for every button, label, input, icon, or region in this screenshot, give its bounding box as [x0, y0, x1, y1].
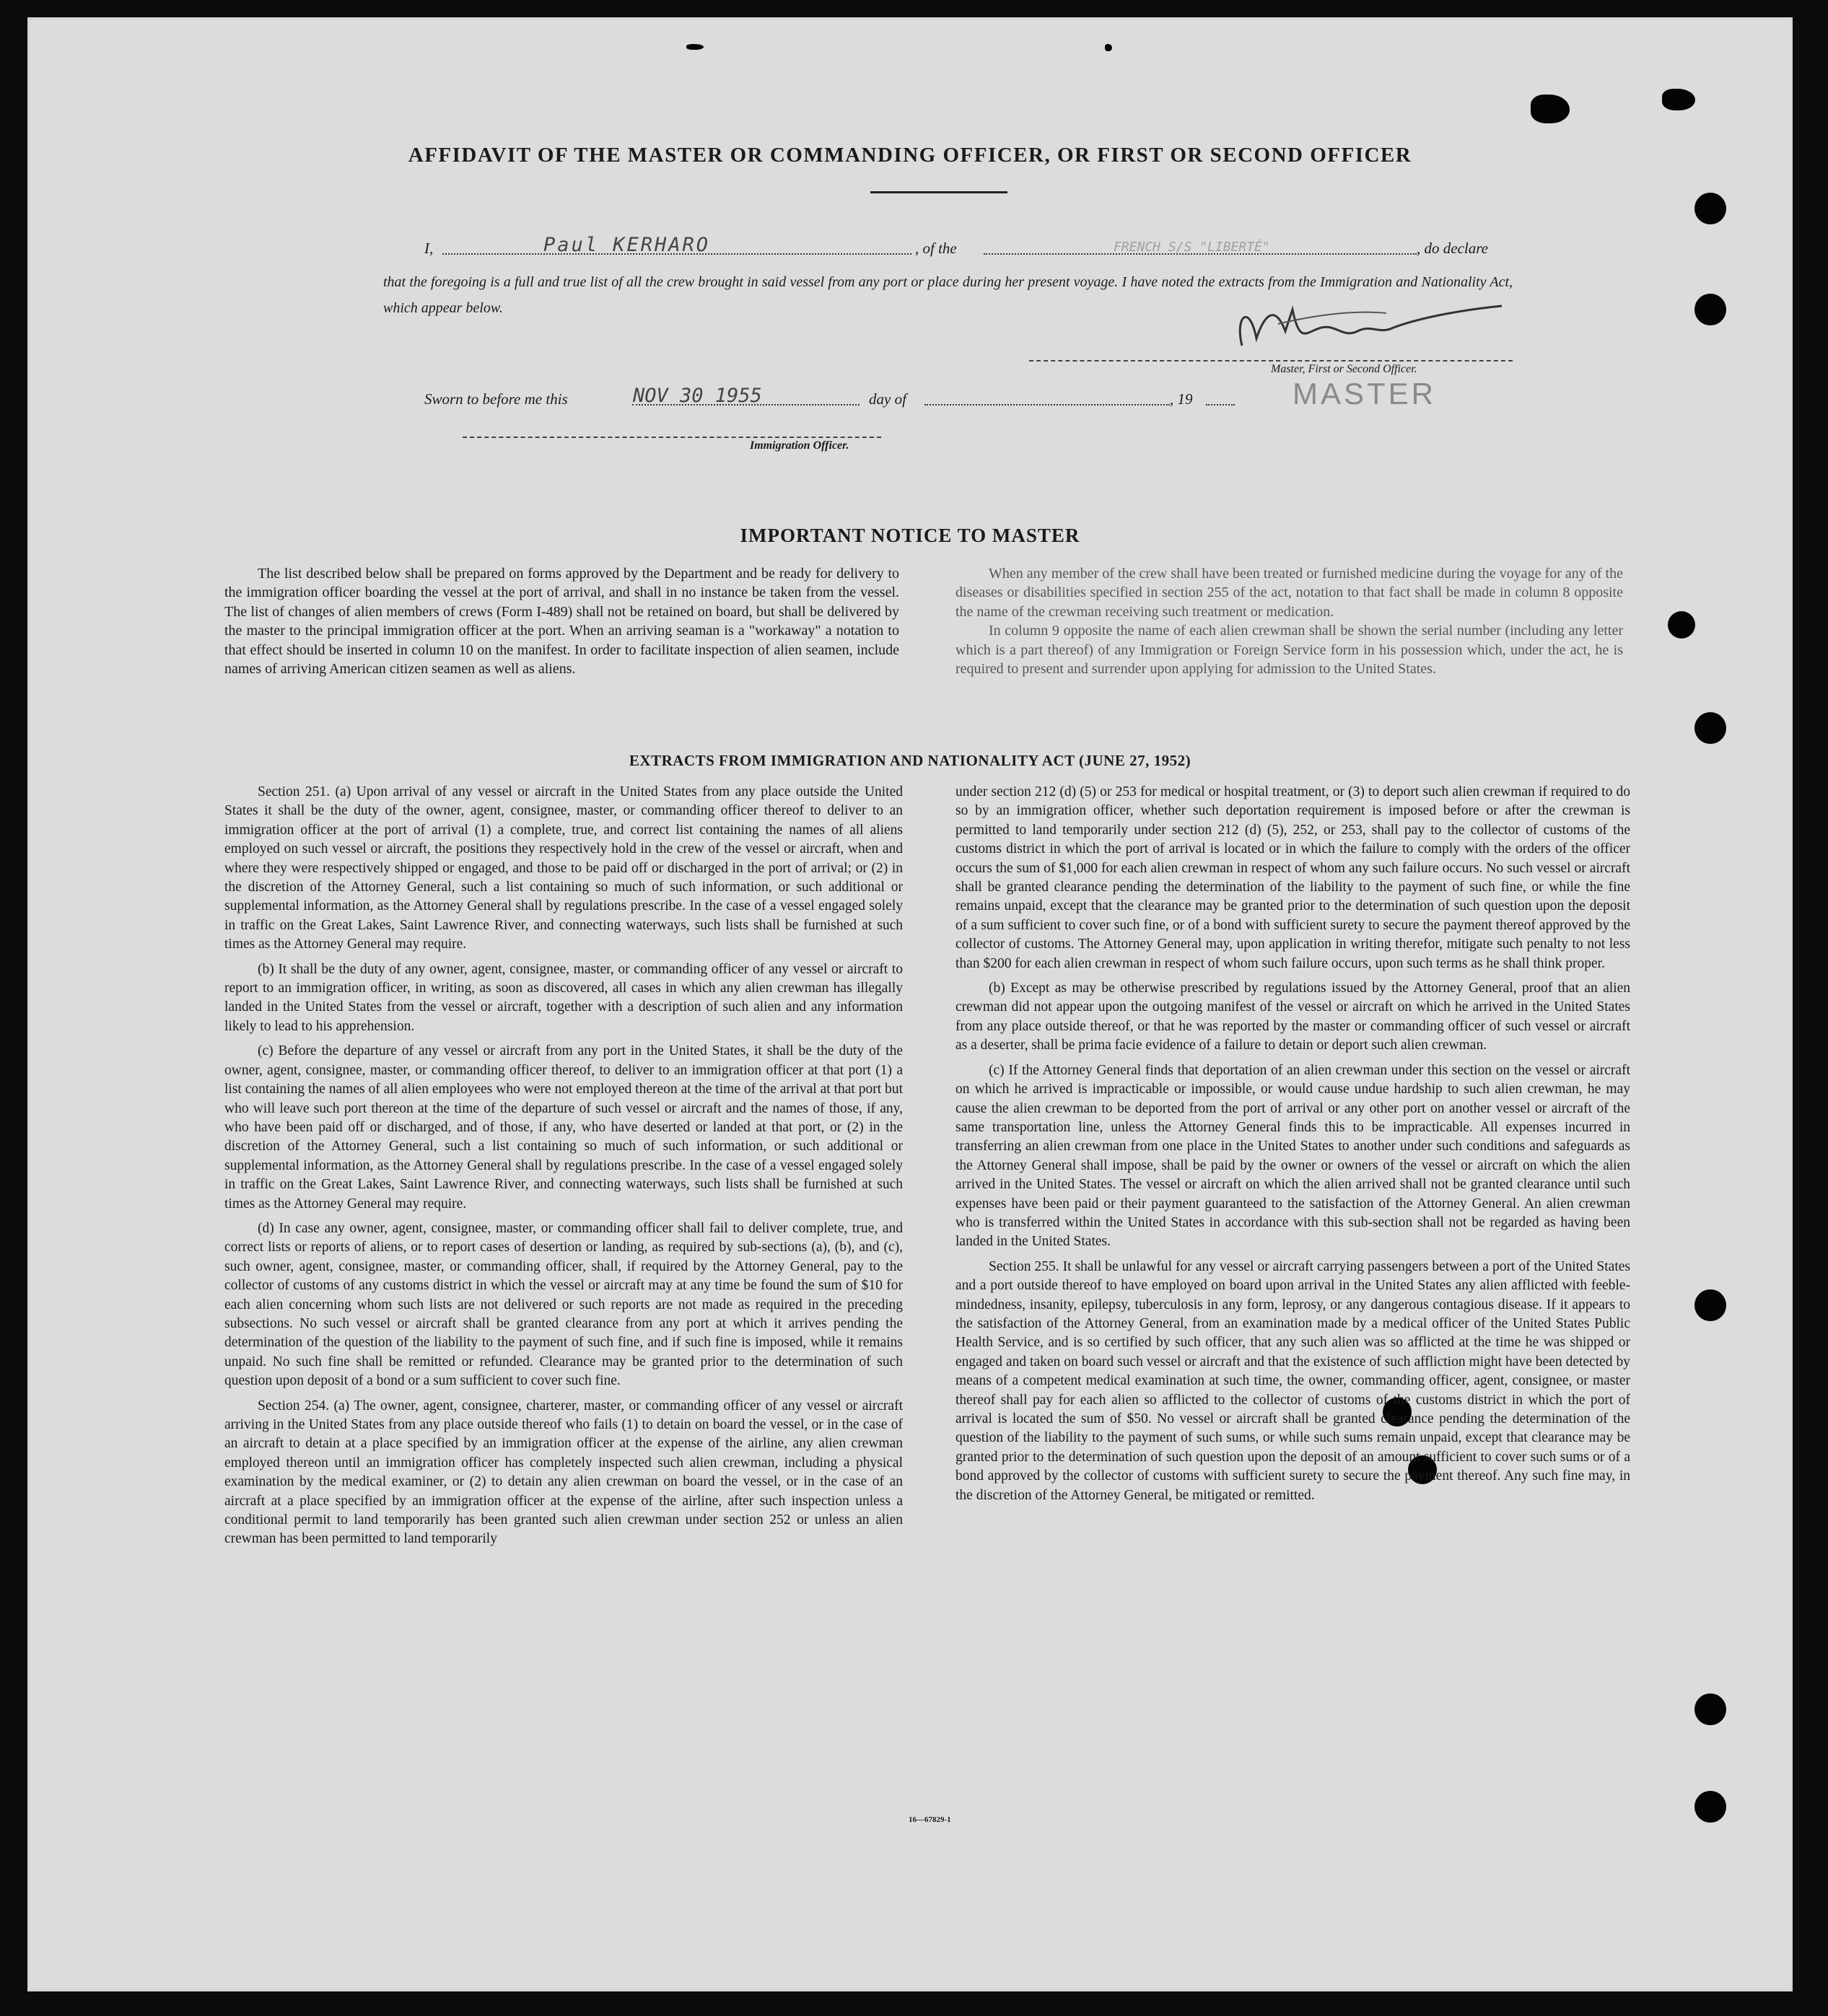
notice-paragraph: In column 9 opposite the name of each alien crewman shall be shown the serial number (including any letter which is a part thereof) of any Immigration or Foreign Service form in his possession which, under the act, he is required to present and surrender upon applying for admission to the United States.	[955, 623, 1623, 678]
extracts-left-column	[224, 783, 903, 1555]
signature-caption: Master, First or Second Officer.	[1271, 363, 1417, 375]
notice-right-column	[955, 564, 1623, 678]
extracts-right-column	[955, 783, 1630, 1511]
title-divider	[870, 191, 1007, 193]
punch-hole	[1694, 1791, 1726, 1823]
form-number: 16—67829-1	[909, 1815, 951, 1824]
month-field-line	[924, 404, 1170, 406]
sworn-prefix: Sworn to before me this	[424, 390, 568, 408]
ink-blot	[1531, 95, 1570, 123]
vessel-name-value: FRENCH S/S "LIBERTÉ"	[1114, 240, 1270, 255]
statute-paragraph: Section 251. (a) Upon arrival of any vessel or aircraft in the United States from any place outside the United States it shall be the duty of the owner, agent, consignee, master, or commanding officer thereof to deliver to an immigration officer at the port of arrival (1) a complete, true, and correct list containing the names of all aliens employed on such vessel or aircraft, the positions they respectively hold in the crew of the vessel or aircraft, when and where they were respectively shipped or engaged, and those to be paid off or discharged in the port of arrival; or (2) in the discretion of the Attorney General, such a list containing so much of such information, or such additional or supplemental information, as the Attorney General shall by regulations prescribe. In the case of a vessel engaged solely in traffic on the Great Lakes, Saint Lawrence River, and connecting waterways, such lists shall be furnished at such times as the Attorney General may require.	[224, 784, 903, 952]
signature-line	[1029, 360, 1513, 361]
master-signature	[1206, 288, 1509, 367]
punch-hole	[1694, 1289, 1726, 1321]
of-the-label: , of the	[915, 240, 957, 257]
statute-paragraph: Section 255. It shall be unlawful for any vessel or aircraft carrying passengers between a port of the United States and a port outside thereof to have employed on board upon arrival in the United States any alien afflicted with feeble-mindedness, insanity, epilepsy, tuberculosis in any form, leprosy, or any dangerous contagious disease. If it appears to the satisfaction of the Attorney General, from an examination made by a medical officer of the United States Public Health Service, and is so certified by such officer, that any such alien was so afflicted at the time he was shipped or engaged and taken on board such vessel or aircraft and that the existence of such affliction might have been detected by means of a competent medical examination at such time, the owner, commanding officer, agent, consignee, or master thereof shall pay for each alien so afflicted to the collector of customs of the customs district in which the port of arrival is located the sum of $50. No vessel or aircraft shall be granted clearance pending the determination of the question of the liability to the payment of such sums, or while such sums remain unpaid, except that clearance may be granted prior to the determination of such question upon the deposit of an amount sufficient to cover such sums or of a bond approved by the collector of customs with sufficient surety to secure the payment thereof. Any such fine may, in the discretion of the Attorney General, be mitigated or remitted.	[955, 1258, 1630, 1503]
declaration-i: I,	[424, 240, 434, 257]
notice-paragraph: The list described below shall be prepared on forms approved by the Department and be ready for delivery to the immigration officer boarding the vessel at the port of arrival, and shall in no instance be taken from the vessel. The list of changes of alien members of crews (Form I-489) shall not be retained on board, but shall be delivered by the master to the principal immigration officer at the port. When an arriving seaman is a "workaway" a notation to that effect should be inserted in column 10 on the manifest. In order to facilitate inspection of alien seamen, include names of arriving American citizen seamen as well as aliens.	[224, 566, 899, 678]
punch-hole	[1694, 1693, 1726, 1725]
notice-title: IMPORTANT NOTICE TO MASTER	[740, 525, 1080, 546]
master-stamp: MASTER	[1293, 377, 1437, 411]
sworn-date-value: NOV 30 1955	[633, 385, 762, 407]
statute-paragraph: under section 212 (d) (5) or 253 for medical or hospital treatment, or (3) to deport such alien crewman if required to do so by an immigration officer, whether such deportation requirement is imposed before or after the crewman is permitted to land temporarily under section 212 (d) (5), 252, or 253, shall pay to the collector of customs of the customs district in which the port of arrival is located or in which the failure to comply with the orders of the officer occurs the sum of $1,000 for each alien crewman in respect of whom any such failure occurs. No such vessel or aircraft shall be granted clearance pending the determination of the liability to the payment of such fine, or while the fine remains unpaid, except that the clearance may be granted prior to the determination of such question upon the deposit of a sum sufficient to cover such fine, or of a bond with sufficient surety to secure the payment thereof approved by the collector of customs. The Attorney General may, upon application in writing therefor, mitigate such penalty to not less than $200 for each alien crewman in respect of whom such failure occurs, upon such terms as he shall think proper.	[955, 784, 1630, 971]
immigration-officer-caption: Immigration Officer.	[750, 439, 849, 452]
statute-paragraph: Section 254. (a) The owner, agent, consignee, charterer, master, or commanding officer of any vessel or aircraft arriving in the United States from any place outside thereof who fails (1) to detain on board the vessel, or in the case of an aircraft to detain at a place specified by an immigration officer at the expense of the airline, any alien crewman employed thereon until an immigration officer has completely inspected such alien crewman, including a physical examination by the medical examiner, or (2) to detain any alien crewman on board the vessel, or in the case of an aircraft at a place specified by an immigration officer at the expense of the airline, after such inspection unless a conditional permit to land temporarily has been granted such alien crewman under section 252 or unless an alien crewman has been permitted to land temporarily	[224, 1398, 903, 1547]
officer-name-value: Paul KERHARO	[543, 234, 711, 256]
ink-blot	[1662, 89, 1695, 110]
document-page	[27, 17, 1793, 1991]
do-declare-label: , do declare	[1417, 240, 1488, 257]
ink-blot	[1105, 44, 1112, 51]
declaration-line	[399, 229, 1510, 258]
day-of-label: day of	[869, 390, 906, 408]
ink-blot	[686, 44, 704, 50]
punch-hole	[1694, 712, 1726, 744]
statute-paragraph: (c) Before the departure of any vessel or aircraft from any port in the United States, it shall be the duty of the owner, agent, consignee, master, or commanding officer thereof, to deliver to an immigration officer at that port (1) a list containing the names of all alien employees who were not employed thereon at the time of the arrival at that port but who will leave such port thereon at the time of the departure of such vessel or aircraft and the names of those, if any, who have been paid off or discharged, and of those, if any, who have deserted or landed at that port, or (2) in the discretion of the Attorney General, such a list containing so much of such information, or such additional or supplemental information, as the Attorney General shall by regulations prescribe. In the case of a vessel engaged solely in traffic on the Great Lakes, Saint Lawrence River, and connecting waterways, such lists shall be furnished at such times as the Attorney General may require.	[224, 1043, 903, 1211]
punch-hole	[1694, 294, 1726, 325]
year-field-line	[1206, 404, 1235, 406]
statute-paragraph: (c) If the Attorney General finds that deportation of an alien crewman under this section on the vessel or aircraft on which he arrived is impracticable or impossible, or would cause undue hardship to such alien crewman, he may cause the alien crewman to be deported from the port of arrival or any other port on another vessel or aircraft of the same transportation line, unless the Attorney General finds this to be impracticable. All expenses incurred in transferring an alien crewman from one place in the United States to another under such conditions and safeguards as the Attorney General shall impose, shall be paid by the owner or owners of the vessel or aircraft on which the alien arrived in the United States. The vessel or aircraft on which the alien arrived shall not be granted clearance until such expenses have been paid or their payment guaranteed to the satisfaction of the Attorney General. An alien crewman who is transferred within the United States in accordance with this sub-section shall not be regarded as having been landed in the United States.	[955, 1062, 1630, 1250]
declaration-text: that the foregoing is a full and true list of all the crew brought in said vessel from any port or place during her present voyage. I have noted the extracts from the Immigration and Nationality Act, which appear below.	[383, 274, 1513, 316]
affidavit-title: AFFIDAVIT OF THE MASTER OR COMMANDING OFFICER, OR FIRST OR SECOND OFFICER	[408, 144, 1412, 167]
statute-paragraph: (b) Except as may be otherwise prescribed by regulations issued by the Attorney General, proof that an alien crewman did not appear upon the outgoing manifest of the vessel or aircraft on which he arrived in the United States from any place outside thereof, or that he was reported by the master or commanding officer of such vessel or aircraft as a deserter, shall be prima facie evidence of a failure to detain or deport such alien crewman.	[955, 981, 1630, 1053]
notice-paragraph: When any member of the crew shall have been treated or furnished medicine during the voyage for any of the diseases or disabilities specified in section 255 of the act, notation to that fact shall be made in column 8 opposite the name of the crewman receiving such treatment or medication.	[955, 566, 1623, 620]
extracts-title: EXTRACTS FROM IMMIGRATION AND NATIONALITY ACT (JUNE 27, 1952)	[629, 752, 1191, 769]
statute-paragraph: (d) In case any owner, agent, consignee, master, or commanding officer shall fail to deliver complete, true, and correct lists or reports of aliens, or to report cases of desertion or landing, as required by sub-sections (a), (b), and (c), such owner, agent, consignee, master, or commanding officer, shall, if required by the Attorney General, pay to the collector of customs of any customs district in which the vessel or aircraft may at any time be found the sum of $10 for each alien concerning whom such lists are not delivered or such reports are not made as required in the preceding subsections. No such vessel or aircraft shall be granted clearance from any port at which it arrives pending the determination of the question of the liability to the payment of such fine, and if such fine is imposed, while it remains unpaid. No such fine shall be remitted or refunded. Clearance may be granted prior to the determination of such question upon deposit of a bond or a sum sufficient to cover such fine.	[224, 1220, 903, 1389]
immigration-officer-line	[463, 437, 881, 438]
notice-left-column	[224, 564, 899, 678]
punch-hole	[1668, 611, 1695, 639]
sworn-line	[398, 377, 1264, 408]
statute-paragraph: (b) It shall be the duty of any owner, agent, consignee, master, or commanding officer of any vessel or aircraft to report to an immigration officer, in writing, as soon as discovered, all cases in which any alien crewman has illegally landed in the United States from the vessel or aircraft, together with a description of such alien and any information likely to lead to his apprehension.	[224, 961, 903, 1034]
year-label: , 19	[1170, 390, 1193, 408]
punch-hole	[1694, 193, 1726, 224]
